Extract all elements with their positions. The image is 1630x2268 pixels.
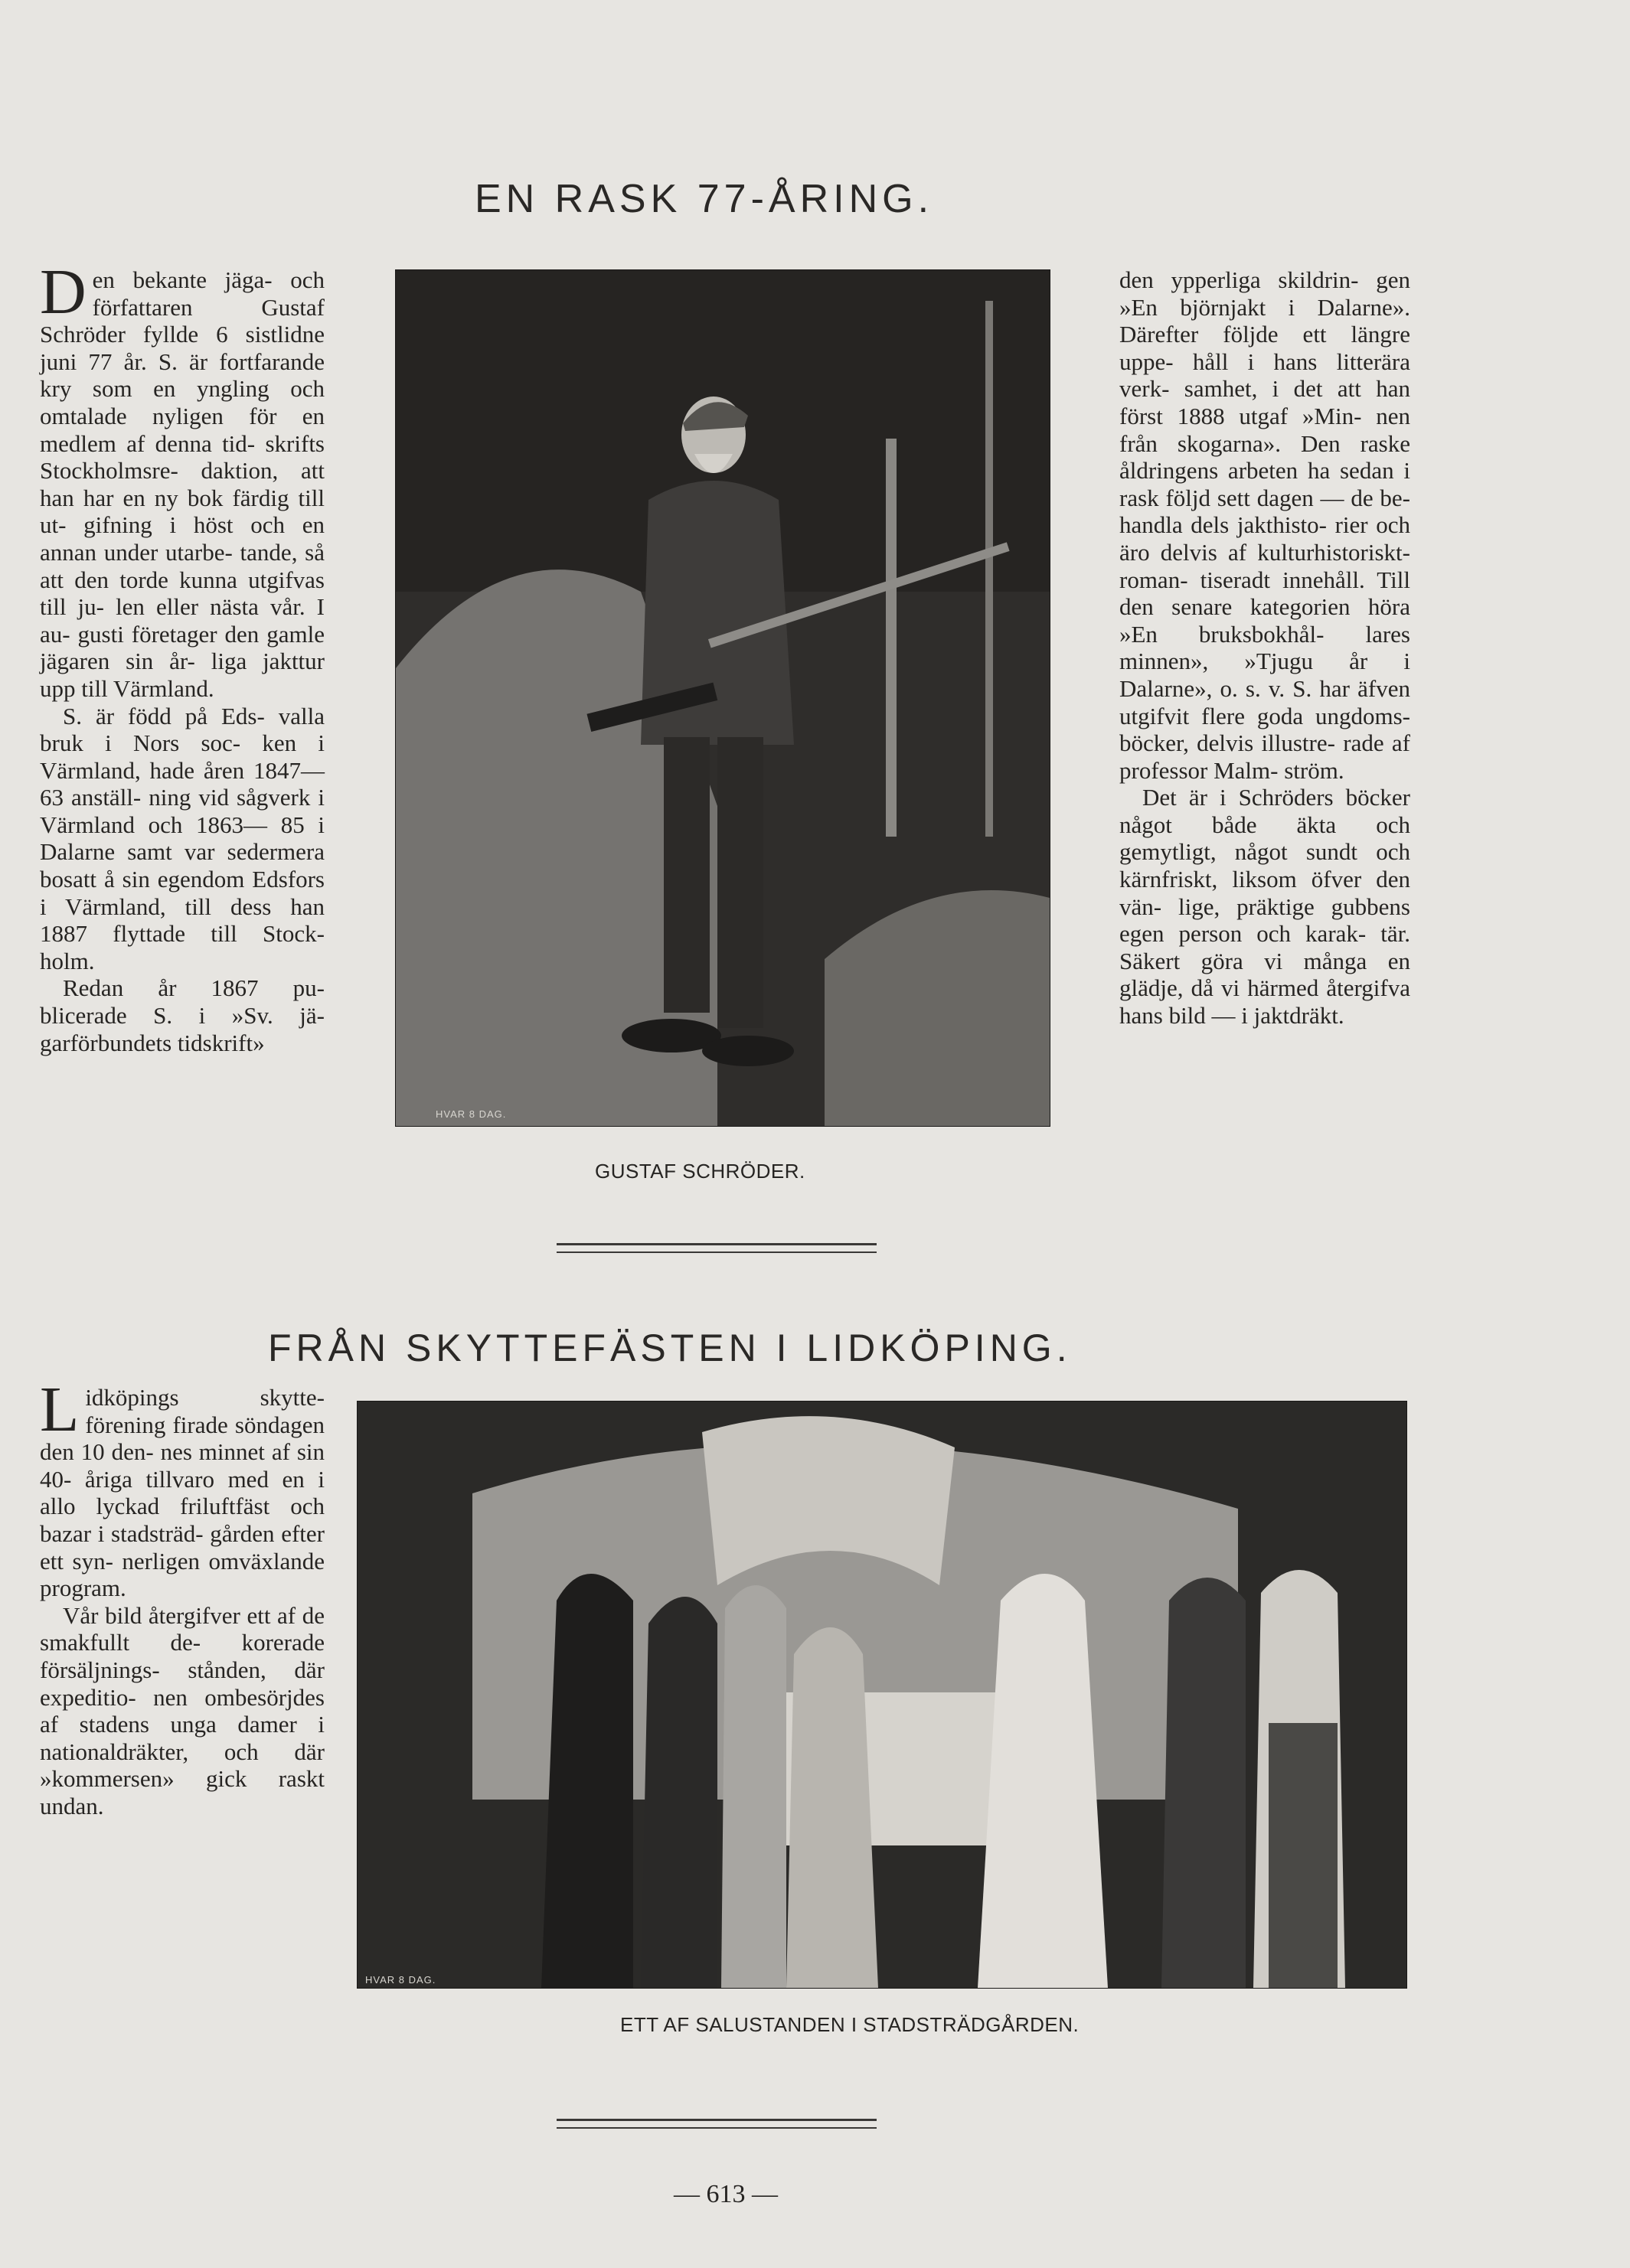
paragraph: Det är i Schröders böcker något både äkta och gemytligt, något sundt och kärnfriskt, liksom öfver den vän- lige, präktige gubbens egen person och karak- tär. Säkert göra vi många en glädje, då vi härmed återgifva hans bild — i jaktdräkt. bbox=[1119, 784, 1410, 1030]
article-title-skyttefasten: FRÅN SKYTTEFÄSTEN I LIDKÖPING. bbox=[268, 1327, 1072, 1369]
paragraph: S. är född på Eds- valla bruk i Nors soc- ken i Värmland, hade åren 1847—63 anställ- ning vid sågverk i Värmland och 1863— 85 i Dalarne samt var sedermera bosatt å sin egendom Edsfors i Värmland, till dess han 1887 flyttade till Stock- holm. bbox=[40, 702, 325, 974]
photo-caption: ETT AF SALUSTANDEN I STADSTRÄDGÅRDEN. bbox=[620, 2013, 1080, 2036]
hunter-illustration bbox=[396, 270, 1050, 1126]
paragraph: en bekante jäga- och författaren Gustaf Schröder fyllde 6 sistlidne juni 77 år. S. är fortfarande kry som en yngling och omtalade nyligen för en medlem af denna tid- skrifts Stockholmsre- daktion, att han har en ny bok färdig till ut- gifning i höst och en annan under utarbe- tande, så att den torde kunna utgifvas till ju- len eller nästa vår. I au- gusti företager den gamle jägaren sin år- liga jakttur upp till Värmland. bbox=[40, 266, 325, 702]
article-title-rask: EN RASK 77-ÅRING. bbox=[475, 177, 934, 221]
photo-signature: HVAR 8 DAG. bbox=[365, 1974, 436, 1986]
article1-right-column bbox=[1119, 266, 1410, 1030]
photo-salustand bbox=[357, 1401, 1407, 1989]
section-divider bbox=[557, 2127, 877, 2129]
article1-left-column bbox=[40, 256, 325, 1056]
paragraph: Vår bild återgifver ett af de smakfullt de- korerade försäljnings- stånden, där expeditio- nen ombesörjdes af stadens unga damer i nationaldräkter, och där »kommersen» gick raskt undan. bbox=[40, 1601, 325, 1819]
section-divider bbox=[557, 1243, 877, 1245]
page-number: — 613 — bbox=[674, 2180, 778, 2208]
dropcap: D bbox=[40, 256, 87, 328]
dropcap: L bbox=[40, 1374, 80, 1445]
market-stall-illustration bbox=[358, 1402, 1406, 1988]
photo-caption: GUSTAF SCHRÖDER. bbox=[595, 1160, 805, 1183]
photo-gustaf-schroder bbox=[395, 269, 1050, 1127]
paragraph: idköpings skytte- förening firade söndagen den 10 den- nes minnet af sin 40- åriga tillvaro med en i allo lyckad friluftfäst och bazar i stadsträd- gården efter ett syn- nerligen omväxlande program. bbox=[40, 1384, 325, 1602]
photo-signature: HVAR 8 DAG. bbox=[436, 1108, 507, 1120]
section-divider bbox=[557, 2119, 877, 2121]
paragraph: Redan år 1867 pu- blicerade S. i »Sv. jä- garförbundets tidskrift» bbox=[40, 974, 325, 1056]
paragraph: den ypperliga skildrin- gen »En björnjakt i Dalarne». Därefter följde ett längre uppe- håll i hans litterära verk- samhet, i det att han först 1888 utgaf »Min- nen från skogarna». Den raske åldringens arbeten ha sedan i rask följd sett dagen — de be- handla dels jakthisto- rier och äro delvis af kulturhistoriskt-roman- tiseradt innehåll. Till den senare kategorien höra »En bruksbokhål- lares minnen», »Tjugu år i Dalarne», o. s. v. S. har äfven utgifvit flere goda ungdoms- böcker, delvis illustre- rade af professor Malm- ström. bbox=[1119, 266, 1410, 784]
article2-left-column bbox=[40, 1374, 325, 1820]
section-divider bbox=[557, 1251, 877, 1253]
